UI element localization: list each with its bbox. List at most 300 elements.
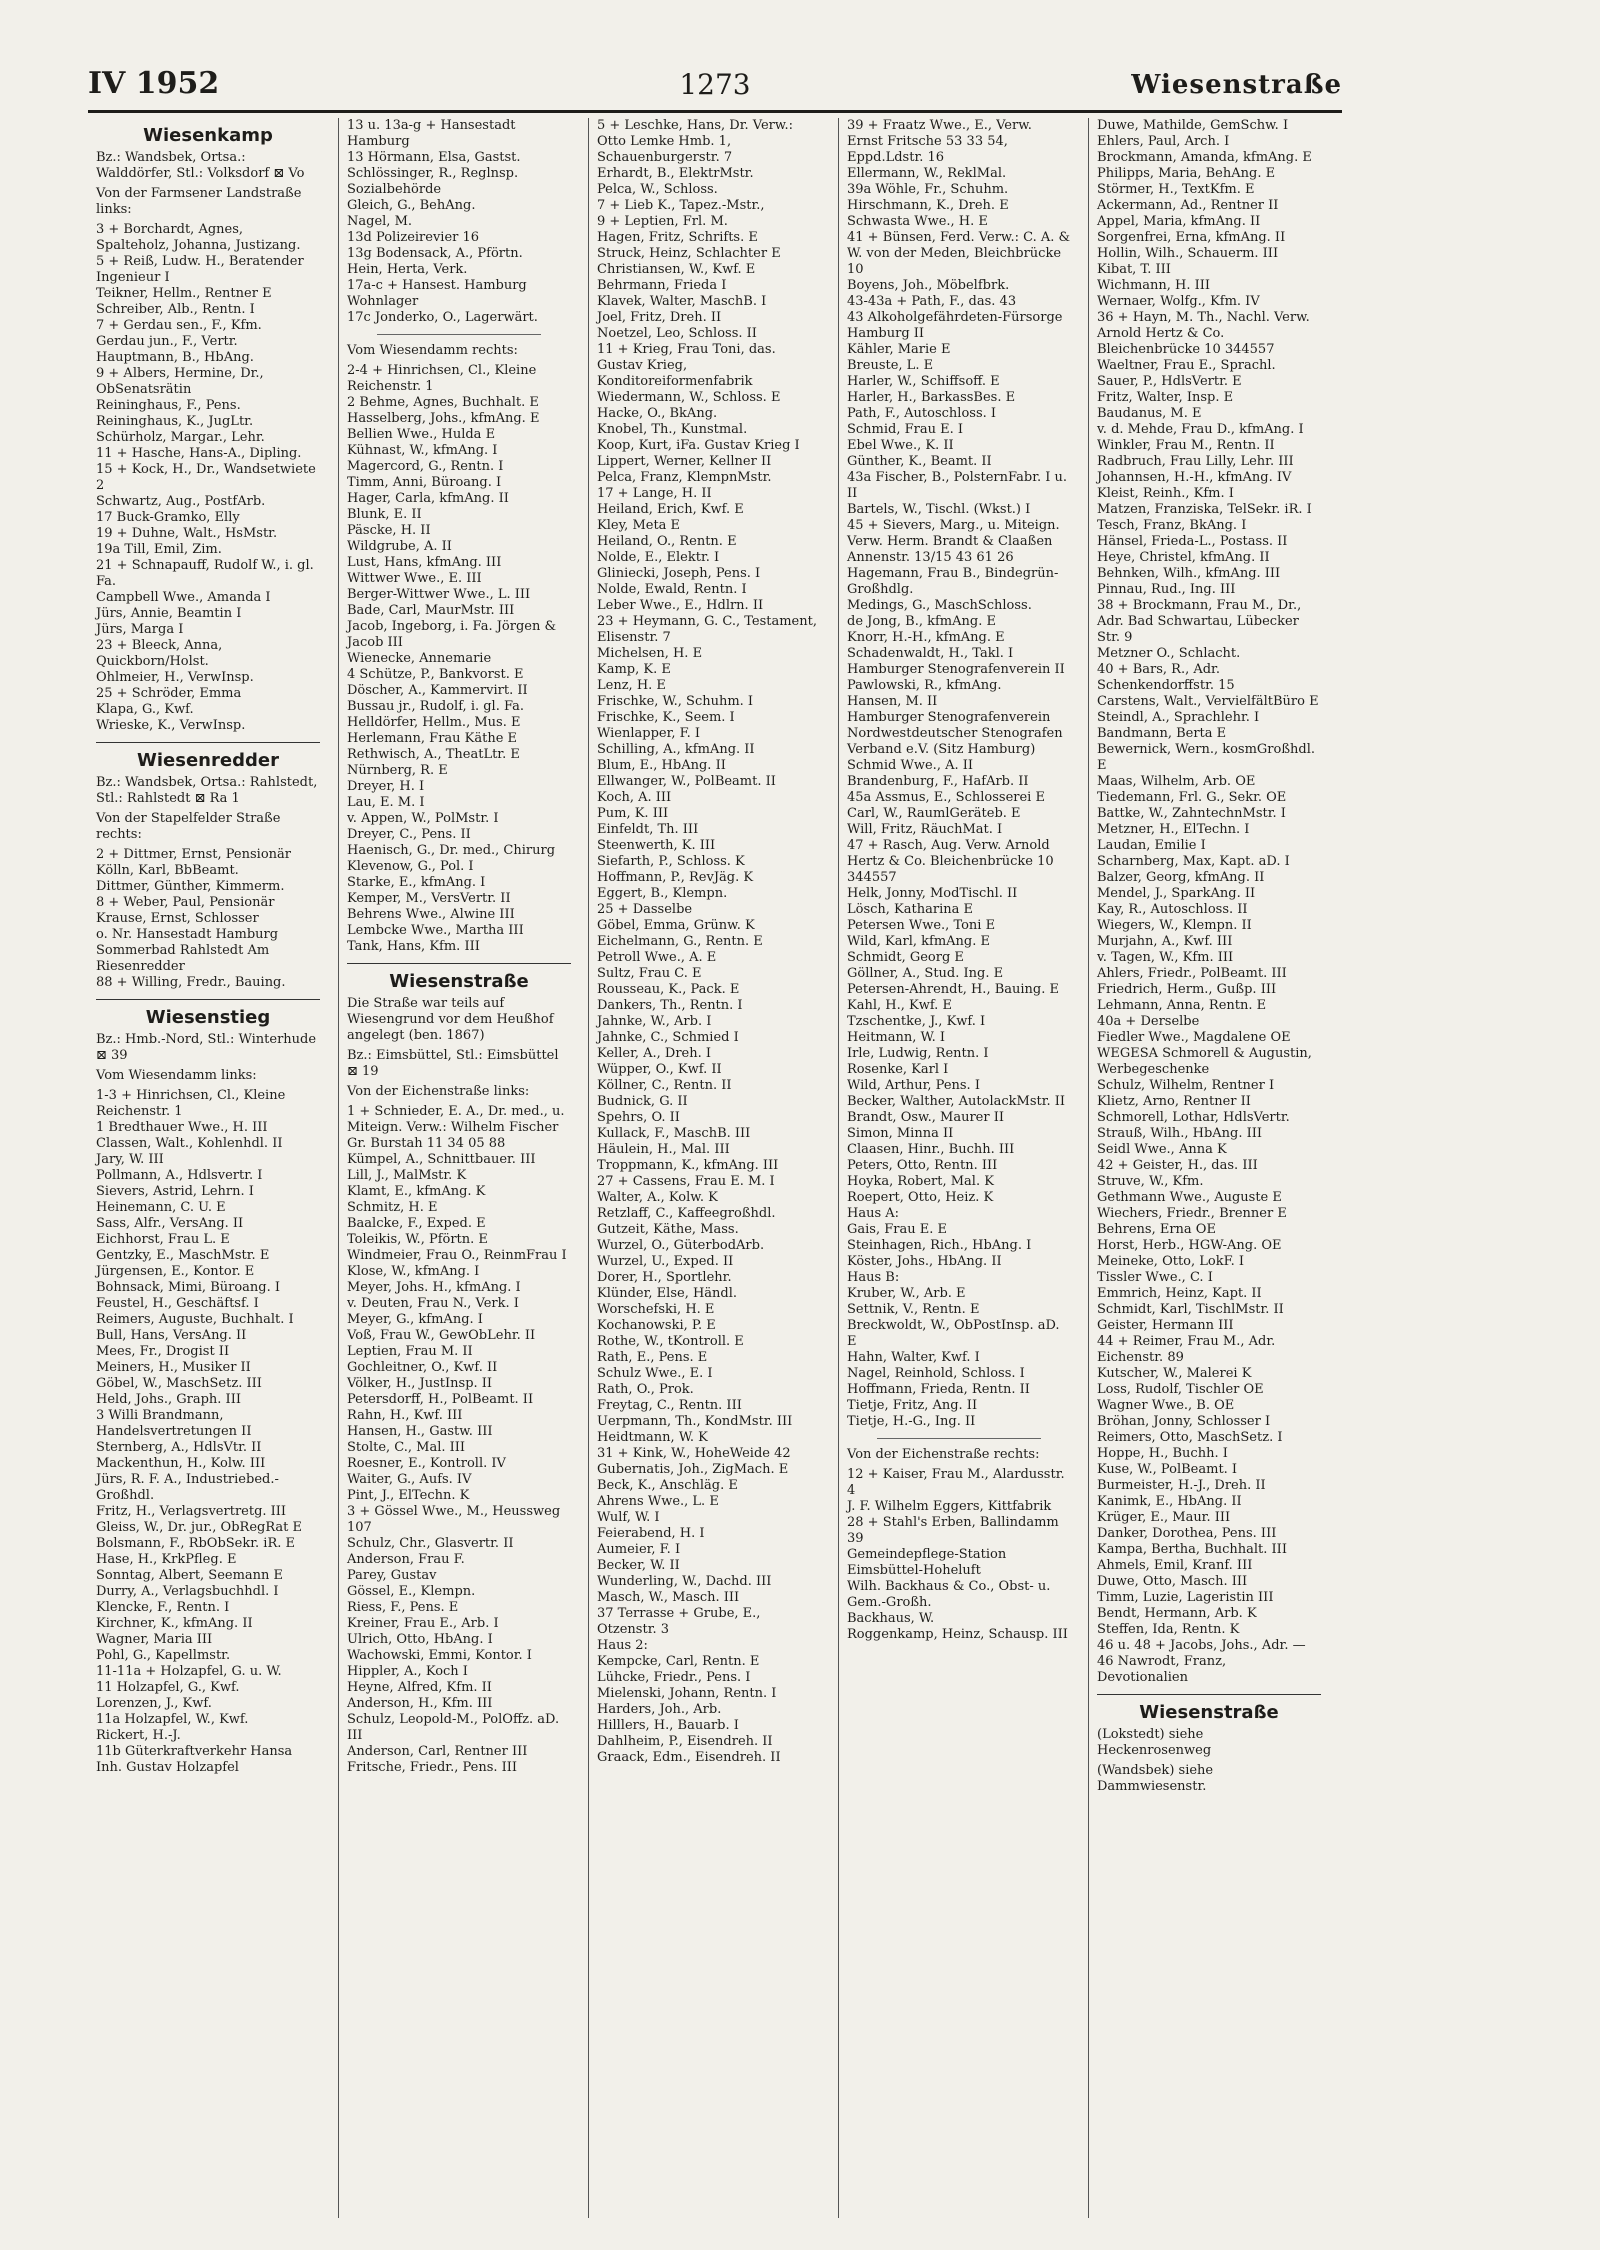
directory-entry: Murjahn, A., Kwf. III bbox=[1097, 934, 1233, 949]
directory-entry: Carl, W., RaumlGeräteb. E bbox=[847, 806, 1021, 821]
directory-entry: Breckwoldt, W., ObPostInsp. aD. E bbox=[847, 1318, 1060, 1349]
directory-entry: Mielenski, Johann, Rentn. I bbox=[597, 1686, 777, 1701]
directory-entry: Jacob, Ingeborg, i. Fa. Jörgen & Jacob III bbox=[347, 619, 557, 650]
directory-entry: Mackenthun, H., Kolw. III bbox=[96, 1456, 266, 1471]
directory-entry: Baudanus, M. E bbox=[1097, 406, 1202, 421]
directory-entry: Pohl, G., Kapellmstr. bbox=[96, 1648, 231, 1663]
directory-entry: Appel, Maria, kfmAng. II bbox=[1097, 214, 1261, 229]
directory-entry: Häulein, H., Mal. III bbox=[597, 1142, 730, 1157]
directory-entry: Bandmann, Berta E bbox=[1097, 726, 1227, 741]
directory-entry: Kley, Meta E bbox=[597, 518, 681, 533]
directory-entry: Wagner Wwe., B. OE bbox=[1097, 1398, 1235, 1413]
directory-entry: Tank, Hans, Kfm. III bbox=[347, 939, 480, 954]
directory-entry: Ellermann, W., ReklMal. bbox=[847, 166, 1007, 181]
directory-entry: Duwe, Otto, Masch. III bbox=[1097, 1574, 1248, 1589]
directory-entry: Worschefski, H. E bbox=[597, 1302, 715, 1317]
directory-entry: Kühnast, W., kfmAng. I bbox=[347, 443, 498, 458]
directory-entry: Päscke, H. II bbox=[347, 523, 431, 538]
directory-entry: Wild, Arthur, Pens. I bbox=[847, 1078, 980, 1093]
directory-entry: Schürholz, Margar., Lehr. bbox=[96, 430, 265, 445]
directory-entry: Path, F., Autoschloss. I bbox=[847, 406, 997, 421]
directory-entry: 7 + Gerdau sen., F., Kfm. bbox=[96, 318, 262, 333]
directory-entry: Philipps, Maria, BehAng. E bbox=[1097, 166, 1276, 181]
directory-entry: Loss, Rudolf, Tischler OE bbox=[1097, 1382, 1264, 1397]
directory-entry: Anderson, Carl, Rentner III bbox=[347, 1744, 528, 1759]
directory-entry: Kahl, H., Kwf. E bbox=[847, 998, 952, 1013]
directory-entry: Dankers, Th., Rentn. I bbox=[597, 998, 743, 1013]
directory-entry: Brandenburg, F., HafArb. II bbox=[847, 774, 1029, 789]
directory-entry: Pollmann, A., Hdlsvertr. I bbox=[96, 1168, 263, 1183]
directory-entry: v. Appen, W., PolMstr. I bbox=[347, 811, 499, 826]
directory-entry: Hagen, Fritz, Schrifts. E bbox=[597, 230, 758, 245]
directory-entry: Freytag, C., Rentn. III bbox=[597, 1398, 742, 1413]
directory-entry: Wurzel, O., GüterbodArb. bbox=[597, 1238, 765, 1253]
directory-entry: Troppmann, K., kfmAng. III bbox=[597, 1158, 779, 1173]
directory-entry: 3 + Borchardt, Agnes, Spalteholz, Johanna, Justizang. bbox=[96, 222, 301, 253]
directory-entry: Heiland, O., Rentn. E bbox=[597, 534, 737, 549]
directory-entry: 17a-c + Hansest. Hamburg Wohnlager bbox=[347, 278, 527, 309]
directory-entry: Fiedler Wwe., Magdalene OE bbox=[1097, 1030, 1291, 1045]
directory-entry: Steenwerth, K. III bbox=[597, 838, 716, 853]
directory-entry: 41 + Bünsen, Ferd. Verw.: C. A. & W. von der Meden, Bleichbrücke 10 bbox=[847, 230, 1071, 277]
directory-entry: Kirchner, K., kfmAng. II bbox=[96, 1616, 253, 1631]
directory-entry: Kutscher, W., Malerei K bbox=[1097, 1366, 1252, 1381]
directory-entry: Brockmann, Amanda, kfmAng. E bbox=[1097, 150, 1312, 165]
street-heading: Wiesenredder bbox=[137, 750, 279, 771]
directory-entry: Voß, Frau W., GewObLehr. II bbox=[347, 1328, 536, 1343]
directory-entry: 11 + Hasche, Hans-A., Dipling. bbox=[96, 446, 302, 461]
directory-entry: Breuste, L. E bbox=[847, 358, 934, 373]
directory-entry: Rickert, H.-J. bbox=[96, 1728, 181, 1743]
directory-entry: Leber Wwe., E., Hdlrn. II bbox=[597, 598, 764, 613]
directory-entry: Hase, H., KrkPfleg. E bbox=[96, 1552, 237, 1567]
directory-entry: Petroll Wwe., A. E bbox=[597, 950, 717, 965]
directory-entry: Kreiner, Frau E., Arb. I bbox=[347, 1616, 499, 1631]
directory-entry: Völker, H., JustInsp. II bbox=[347, 1376, 493, 1391]
directory-entry: 43a Fischer, B., PolsternFabr. I u. II bbox=[847, 470, 1068, 501]
directory-entry: Gössel, E., Klempn. bbox=[347, 1584, 476, 1599]
directory-entry: Jahnke, W., Arb. I bbox=[597, 1014, 712, 1029]
directory-entry: Fritz, Walter, Insp. E bbox=[1097, 390, 1234, 405]
directory-entry: Will, Fritz, RäuchMat. I bbox=[847, 822, 1003, 837]
directory-entry: Schwasta Wwe., H. E bbox=[847, 214, 988, 229]
directory-entry: 39a Wöhle, Fr., Schuhm. bbox=[847, 182, 1009, 197]
directory-entry: Verw. Herm. Brandt & Claaßen Annenstr. 13/15 43 61 26 bbox=[847, 534, 1053, 565]
directory-entry: Behrmann, Frieda I bbox=[597, 278, 727, 293]
directory-entry: Graack, Edm., Eisendreh. II bbox=[597, 1750, 781, 1765]
directory-entry: Wienecke, Annemarie bbox=[347, 651, 492, 666]
directory-entry: Petersdorff, H., PolBeamt. II bbox=[347, 1392, 534, 1407]
directory-entry: Ulrich, Otto, HbAng. I bbox=[347, 1632, 493, 1647]
directory-entry: Simon, Minna II bbox=[847, 1126, 954, 1141]
directory-entry: Schulz Wwe., E. I bbox=[597, 1366, 713, 1381]
directory-entry: Scharnberg, Max, Kapt. aD. I bbox=[1097, 854, 1290, 869]
directory-entry: Behrens Wwe., Alwine III bbox=[347, 907, 515, 922]
directory-entry: Hollin, Wilh., Schauerm. III bbox=[1097, 246, 1279, 261]
directory-entry: Reininghaus, K., JugLtr. bbox=[96, 414, 254, 429]
directory-entry: 13g Bodensack, A., Pförtn. bbox=[347, 246, 523, 261]
directory-entry: Köllner, C., Rentn. II bbox=[597, 1078, 732, 1093]
directory-entry: Jürs, Annie, Beamtin I bbox=[96, 606, 242, 621]
directory-entry: Jürgensen, E., Kontor. E bbox=[96, 1264, 255, 1279]
street-info: Von der Stapelfelder Straße rechts: bbox=[96, 811, 281, 842]
directory-entry: Steinhagen, Rich., HbAng. I bbox=[847, 1238, 1032, 1253]
columns-container bbox=[88, 118, 1342, 2228]
directory-entry: Anderson, H., Kfm. III bbox=[347, 1696, 493, 1711]
directory-entry: Meiners, H., Musiker II bbox=[96, 1360, 251, 1375]
street-info: Von der Eichenstraße links: bbox=[347, 1084, 530, 1099]
directory-entry: Bohnsack, Mimi, Büroang. I bbox=[96, 1280, 280, 1295]
directory-entry: 23 + Heymann, G. C., Testament, Elisenstr. 7 bbox=[597, 614, 817, 645]
directory-entry: Klavek, Walter, MaschB. I bbox=[597, 294, 767, 309]
directory-entry: Schwartz, Aug., PostfArb. bbox=[96, 494, 266, 509]
street-info: Bz.: Wandsbek, Ortsa.: Walddörfer, Stl.: Volksdorf ⊠ Vo bbox=[96, 150, 305, 181]
directory-entry: Lehmann, Anna, Rentn. E bbox=[1097, 998, 1267, 1013]
directory-entry: v. d. Mehde, Frau D., kfmAng. I bbox=[1097, 422, 1304, 437]
directory-entry: Seidl Wwe., Anna K bbox=[1097, 1142, 1227, 1157]
directory-entry: Heye, Christel, kfmAng. II bbox=[1097, 550, 1270, 565]
directory-entry: 23 + Bleeck, Anna, Quickborn/Holst. bbox=[96, 638, 223, 669]
directory-entry: Bewernick, Wern., kosmGroßhdl. E bbox=[1097, 742, 1316, 773]
directory-entry: Carstens, Walt., VervielfältBüro E bbox=[1097, 694, 1319, 709]
directory-entry: Medings, G., MaschSchloss. bbox=[847, 598, 1032, 613]
directory-entry: Harler, W., Schiffsoff. E bbox=[847, 374, 1000, 389]
directory-entry: Claasen, Hinr., Buchh. III bbox=[847, 1142, 1015, 1157]
directory-entry: 13d Polizeirevier 16 bbox=[347, 230, 480, 245]
directory-entry: Johannsen, H.-H., kfmAng. IV bbox=[1097, 470, 1292, 485]
directory-entry: Jahnke, C., Schmied I bbox=[597, 1030, 739, 1045]
directory-entry: 8 + Weber, Paul, Pensionär bbox=[96, 895, 275, 910]
directory-entry: Klevenow, G., Pol. I bbox=[347, 859, 474, 874]
directory-entry: 27 + Cassens, Frau E. M. I bbox=[597, 1174, 775, 1189]
directory-entry: Kampa, Bertha, Buchhalt. III bbox=[1097, 1542, 1287, 1557]
directory-entry: Radbruch, Frau Lilly, Lehr. III bbox=[1097, 454, 1294, 469]
directory-entry: Gentzky, E., MaschMstr. E bbox=[96, 1248, 270, 1263]
directory-entry: 44 + Reimer, Frau M., Adr. Eichenstr. 89 bbox=[1097, 1334, 1276, 1365]
directory-entry: Pelca, Franz, KlempnMstr. bbox=[597, 470, 772, 485]
directory-entry: Koop, Kurt, iFa. Gustav Krieg I bbox=[597, 438, 800, 453]
directory-entry: 13 u. 13a-g + Hansestadt Hamburg bbox=[347, 118, 516, 149]
directory-entry: Tiedemann, Frl. G., Sekr. OE bbox=[1097, 790, 1287, 805]
directory-entry: Waeltner, Frau E., Sprachl. bbox=[1097, 358, 1276, 373]
directory-entry: Nürnberg, R. E bbox=[347, 763, 448, 778]
directory-entry: Reimers, Otto, MaschSetz. I bbox=[1097, 1430, 1283, 1445]
street-heading: Wiesenstraße bbox=[389, 971, 529, 992]
directory-entry: Ehlers, Paul, Arch. I bbox=[1097, 134, 1230, 149]
directory-entry: Backhaus, W. bbox=[847, 1611, 935, 1626]
directory-entry: Heidtmann, W. K bbox=[597, 1430, 708, 1445]
directory-entry: 43-43a + Path, F., das. 43 bbox=[847, 294, 1017, 309]
directory-entry: Struck, Heinz, Schlachter E bbox=[597, 246, 781, 261]
directory-entry: Rethwisch, A., TheatLtr. E bbox=[347, 747, 520, 762]
directory-entry: Knorr, H.-H., kfmAng. E bbox=[847, 630, 1005, 645]
directory-entry: Schilling, A., kfmAng. II bbox=[597, 742, 755, 757]
directory-entry: Fritsche, Friedr., Pens. III bbox=[347, 1760, 518, 1775]
directory-entry: Duwe, Mathilde, GemSchw. I bbox=[1097, 118, 1289, 133]
directory-entry: Gubernatis, Joh., ZigMach. E bbox=[597, 1462, 789, 1477]
directory-entry: Aumeier, F. I bbox=[597, 1542, 681, 1557]
directory-entry: 21 + Schnapauff, Rudolf W., i. gl. Fa. bbox=[96, 558, 314, 589]
directory-entry: Feierabend, H. I bbox=[597, 1526, 705, 1541]
directory-entry: Laudan, Emilie I bbox=[1097, 838, 1206, 853]
directory-entry: Heyne, Alfred, Kfm. II bbox=[347, 1680, 492, 1695]
directory-entry: 3 Willi Brandmann, Handelsvertretungen II bbox=[96, 1408, 252, 1439]
directory-entry: Harders, Joh., Arb. bbox=[597, 1702, 722, 1717]
directory-entry: Budnick, G. II bbox=[597, 1094, 688, 1109]
directory-entry: Mees, Fr., Drogist II bbox=[96, 1344, 230, 1359]
directory-entry: Nagel, M. bbox=[347, 214, 413, 229]
directory-entry: o. Nr. Hansestadt Hamburg Sommerbad Rahlstedt Am Riesenredder bbox=[96, 927, 279, 974]
directory-entry: Haus B: bbox=[847, 1270, 900, 1285]
directory-entry: Dreyer, H. I bbox=[347, 779, 425, 794]
directory-entry: Helldörfer, Hellm., Mus. E bbox=[347, 715, 521, 730]
directory-entry: Nolde, E., Elektr. I bbox=[597, 550, 720, 565]
directory-entry: J. F. Wilhelm Eggers, Kittfabrik bbox=[847, 1499, 1052, 1514]
directory-entry: de Jong, B., kfmAng. E bbox=[847, 614, 996, 629]
directory-entry: Knobel, Th., Kunstmal. bbox=[597, 422, 748, 437]
directory-entry: Rahn, H., Kwf. III bbox=[347, 1408, 463, 1423]
section-divider bbox=[1097, 1694, 1321, 1695]
directory-entry: Sievers, Astrid, Lehrn. I bbox=[96, 1184, 254, 1199]
directory-entry: 9 + Leptien, Frl. M. bbox=[597, 214, 728, 229]
street-info: Die Straße war teils auf Wiesengrund vor dem Heußhof angelegt (ben. 1867) bbox=[347, 996, 554, 1043]
directory-entry: Schmitz, H. E bbox=[347, 1200, 438, 1215]
directory-entry: Pelca, W., Schloss. bbox=[597, 182, 718, 197]
directory-entry: Parey, Gustav bbox=[347, 1568, 437, 1583]
directory-entry: 46 Nawrodt, Franz, Devotionalien bbox=[1097, 1654, 1227, 1685]
directory-entry: Tzschentke, J., Kwf. I bbox=[847, 1014, 986, 1029]
directory-entry: Petersen Wwe., Toni E bbox=[847, 918, 996, 933]
directory-entry: Boyens, Joh., Möbelfbrk. bbox=[847, 278, 1010, 293]
directory-entry: Hilllers, H., Bauarb. I bbox=[597, 1718, 739, 1733]
street-heading: Wiesenkamp bbox=[143, 125, 273, 146]
directory-entry: Lau, E. M. I bbox=[347, 795, 425, 810]
directory-entry: 3 + Gössel Wwe., M., Heussweg 107 bbox=[347, 1504, 561, 1535]
directory-entry: Kochanowski, P. E bbox=[597, 1318, 716, 1333]
street-info: (Lokstedt) siehe Heckenrosenweg bbox=[1097, 1727, 1212, 1758]
directory-entry: Wild, Karl, kfmAng. E bbox=[847, 934, 990, 949]
directory-entry: Leptien, Frau M. II bbox=[347, 1344, 473, 1359]
directory-entry: 1 Bredthauer Wwe., H. III bbox=[96, 1120, 268, 1135]
directory-entry: Beck, K., Anschläg. E bbox=[597, 1478, 738, 1493]
directory-entry: Walter, A., Kolw. K bbox=[597, 1190, 718, 1205]
column-2 bbox=[338, 118, 575, 2218]
directory-entry: Dreyer, C., Pens. II bbox=[347, 827, 471, 842]
directory-entry: 15 + Kock, H., Dr., Wandsetwiete 2 bbox=[96, 462, 316, 493]
page-number: 1273 bbox=[679, 68, 751, 101]
directory-entry: 1 + Schnieder, E. A., Dr. med., u. Miteign. Verw.: Wilhelm Fischer Gr. Burstah 11 34 05 88 bbox=[347, 1104, 565, 1151]
directory-entry: Roesner, E., Kontroll. IV bbox=[347, 1456, 506, 1471]
directory-entry: Baalcke, F., Exped. E bbox=[347, 1216, 486, 1231]
directory-entry: Eichhorst, Frau L. E bbox=[96, 1232, 230, 1247]
directory-entry: Blum, E., HbAng. II bbox=[597, 758, 726, 773]
directory-entry: Sonntag, Albert, Seemann E bbox=[96, 1568, 284, 1583]
directory-entry: Horst, Herb., HGW-Ang. OE bbox=[1097, 1238, 1282, 1253]
directory-entry: 37 Terrasse + Grube, E., Otzenstr. 3 bbox=[597, 1606, 761, 1637]
section-divider bbox=[96, 999, 320, 1000]
directory-entry: Klapa, G., Kwf. bbox=[96, 702, 194, 717]
directory-entry: 2 + Dittmer, Ernst, Pensionär bbox=[96, 847, 291, 862]
directory-entry: 17c Jonderko, O., Lagerwärt. bbox=[347, 310, 538, 325]
directory-entry: Schmidt, Georg E bbox=[847, 950, 964, 965]
directory-entry: Roggenkamp, Heinz, Schausp. III bbox=[847, 1627, 1068, 1642]
directory-entry: Maas, Wilhelm, Arb. OE bbox=[1097, 774, 1256, 789]
directory-entry: 40 + Bars, R., Adr. Schenkendorffstr. 15 bbox=[1097, 662, 1235, 693]
directory-entry: Irle, Ludwig, Rentn. I bbox=[847, 1046, 989, 1061]
directory-entry: Gochleitner, O., Kwf. II bbox=[347, 1360, 498, 1375]
directory-entry: Hoppe, H., Buchh. I bbox=[1097, 1446, 1228, 1461]
directory-entry: Schmorell, Lothar, HdlsVertr. bbox=[1097, 1110, 1290, 1125]
directory-entry: 47 + Rasch, Aug. Verw. Arnold Hertz & Co. Bleichenbrücke 10 344557 bbox=[847, 838, 1054, 885]
directory-entry: Behrens, Erna OE bbox=[1097, 1222, 1216, 1237]
directory-entry: Steindl, A., Sprachlehr. I bbox=[1097, 710, 1260, 725]
directory-entry: Gleiss, W., Dr. jur., ObRegRat E bbox=[96, 1520, 303, 1535]
directory-entry: Noetzel, Leo, Schloss. II bbox=[597, 326, 757, 341]
directory-entry: Hirschmann, K., Dreh. E bbox=[847, 198, 1009, 213]
directory-entry: Steffen, Ida, Rentn. K bbox=[1097, 1622, 1240, 1637]
directory-entry: Lill, J., MalMstr. K bbox=[347, 1168, 467, 1183]
directory-entry: Jürs, Marga I bbox=[96, 622, 184, 637]
directory-entry: Wiedermann, W., Schloss. E bbox=[597, 390, 781, 405]
street-info: Vom Wiesendamm links: bbox=[96, 1068, 257, 1083]
directory-entry: Keller, A., Dreh. I bbox=[597, 1046, 712, 1061]
directory-entry: Wiechers, Friedr., Brenner E bbox=[1097, 1206, 1287, 1221]
directory-entry: Haus A: bbox=[847, 1206, 900, 1221]
street-info: (Wandsbek) siehe Dammwiesenstr. bbox=[1097, 1763, 1214, 1794]
street-heading: Wiesenstieg bbox=[145, 1007, 271, 1028]
directory-entry: Gliniecki, Joseph, Pens. I bbox=[597, 566, 761, 581]
directory-entry: 38 + Brockmann, Frau M., Dr., Adr. Bad Schwartau, Lübecker Str. 9 bbox=[1097, 598, 1302, 645]
directory-entry: Kleist, Reinh., Kfm. I bbox=[1097, 486, 1234, 501]
directory-entry: Winkler, Frau M., Rentn. II bbox=[1097, 438, 1275, 453]
directory-entry: Emmrich, Heinz, Kapt. II bbox=[1097, 1286, 1262, 1301]
directory-entry: Behnken, Wilh., kfmAng. III bbox=[1097, 566, 1281, 581]
directory-entry: Kuse, W., PolBeamt. I bbox=[1097, 1462, 1238, 1477]
directory-entry: 45a Assmus, E., Schlosserei E bbox=[847, 790, 1045, 805]
directory-entry: Heitmann, W. I bbox=[847, 1030, 945, 1045]
directory-entry: Bröhan, Jonny, Schlosser I bbox=[1097, 1414, 1271, 1429]
directory-entry: Geister, Hermann III bbox=[1097, 1318, 1234, 1333]
directory-entry: Hauptmann, B., HbAng. bbox=[96, 350, 254, 365]
directory-entry: Sozialbehörde bbox=[347, 182, 442, 197]
directory-entry: 2 Behme, Agnes, Buchhalt. E bbox=[347, 395, 539, 410]
directory-entry: Frischke, W., Schuhm. I bbox=[597, 694, 754, 709]
directory-entry: Kibat, T. III bbox=[1097, 262, 1171, 277]
directory-entry: Masch, W., Masch. III bbox=[597, 1590, 740, 1605]
directory-entry: Hoffmann, Frieda, Rentn. II bbox=[847, 1382, 1030, 1397]
directory-entry: Herlemann, Frau Käthe E bbox=[347, 731, 518, 746]
directory-entry: Ahrens Wwe., L. E bbox=[597, 1494, 719, 1509]
directory-entry: Günther, K., Beamt. II bbox=[847, 454, 992, 469]
directory-entry: 4 Schütze, P., Bankvorst. E bbox=[347, 667, 524, 682]
directory-entry: Schmid, Frau E. I bbox=[847, 422, 964, 437]
street-info: Bz.: Wandsbek, Ortsa.: Rahlstedt, Stl.: Rahlstedt ⊠ Ra 1 bbox=[96, 775, 318, 806]
directory-entry: Sass, Alfr., VersAng. II bbox=[96, 1216, 244, 1231]
directory-entry: Bellien Wwe., Hulda E bbox=[347, 427, 496, 442]
directory-entry: Joel, Fritz, Dreh. II bbox=[597, 310, 722, 325]
directory-entry: Kullack, F., MaschB. III bbox=[597, 1126, 751, 1141]
section-divider bbox=[347, 963, 571, 964]
directory-entry: Bade, Carl, MaurMstr. III bbox=[347, 603, 515, 618]
directory-entry: Klünder, Else, Händl. bbox=[597, 1286, 738, 1301]
directory-entry: Meineke, Otto, LokF. I bbox=[1097, 1254, 1244, 1269]
directory-entry: Hacke, O., BkAng. bbox=[597, 406, 718, 421]
directory-entry: Meyer, G., kfmAng. I bbox=[347, 1312, 483, 1327]
directory-entry: 13 Hörmann, Elsa, Gastst. bbox=[347, 150, 521, 165]
directory-entry: Göbel, Emma, Grünw. K bbox=[597, 918, 755, 933]
directory-entry: Erhardt, B., ElektrMstr. bbox=[597, 166, 754, 181]
directory-entry: Schulz, Leopold-M., PolOffz. aD. III bbox=[347, 1712, 560, 1743]
directory-entry: Hänsel, Frieda-L., Postass. II bbox=[1097, 534, 1288, 549]
directory-entry: Held, Johs., Graph. III bbox=[96, 1392, 241, 1407]
directory-entry: Toleikis, W., Pförtn. E bbox=[347, 1232, 488, 1247]
directory-entry: Mendel, J., SparkAng. II bbox=[1097, 886, 1256, 901]
directory-entry: Reimers, Auguste, Buchhalt. I bbox=[96, 1312, 294, 1327]
directory-entry: Klietz, Arno, Rentner II bbox=[1097, 1094, 1251, 1109]
directory-entry: Kanimk, E., HbAng. II bbox=[1097, 1494, 1242, 1509]
directory-entry: Timm, Luzie, Lageristin III bbox=[1097, 1590, 1274, 1605]
directory-entry: Kruber, W., Arb. E bbox=[847, 1286, 966, 1301]
directory-entry: Schulz, Chr., Glasvertr. II bbox=[347, 1536, 514, 1551]
directory-entry: Roepert, Otto, Heiz. K bbox=[847, 1190, 994, 1205]
directory-entry: Battke, W., ZahntechnMstr. I bbox=[1097, 806, 1286, 821]
directory-entry: Rothe, W., tKontroll. E bbox=[597, 1334, 744, 1349]
directory-entry: Schulz, Wilhelm, Rentner I bbox=[1097, 1078, 1275, 1093]
directory-entry: Ebel Wwe., K. II bbox=[847, 438, 954, 453]
directory-entry: 46 u. 48 + Jacobs, Johs., Adr. — bbox=[1097, 1638, 1306, 1653]
directory-entry: Gethmann Wwe., Auguste E bbox=[1097, 1190, 1282, 1205]
directory-entry: Gerdau jun., F., Vertr. bbox=[96, 334, 238, 349]
directory-entry: Helk, Jonny, ModTischl. II bbox=[847, 886, 1018, 901]
directory-entry: Magercord, G., Rentn. I bbox=[347, 459, 504, 474]
directory-entry: 11a Holzapfel, W., Kwf. bbox=[96, 1712, 249, 1727]
directory-entry: 25 + Dasselbe bbox=[597, 902, 693, 917]
directory-entry: 11 Holzapfel, G., Kwf. bbox=[96, 1680, 240, 1695]
directory-entry: Wiegers, W., Klempn. II bbox=[1097, 918, 1252, 933]
directory-entry: Fritz, H., Verlagsvertretg. III bbox=[96, 1504, 287, 1519]
directory-entry: Koch, A. III bbox=[597, 790, 672, 805]
directory-entry: Brandt, Osw., Maurer II bbox=[847, 1110, 1004, 1125]
directory-entry: 36 + Hayn, M. Th., Nachl. Verw. Arnold Hertz & Co. Bleichenbrücke 10 344557 bbox=[1097, 310, 1310, 357]
directory-entry: 40a + Derselbe bbox=[1097, 1014, 1200, 1029]
directory-entry: 11b Güterkraftverkehr Hansa Inh. Gustav Holzapfel bbox=[96, 1744, 293, 1775]
directory-entry: Lorenzen, J., Kwf. bbox=[96, 1696, 212, 1711]
directory-entry: Köster, Johs., HbAng. II bbox=[847, 1254, 1002, 1269]
directory-entry: Nagel, Reinhold, Schloss. I bbox=[847, 1366, 1025, 1381]
directory-entry: Klose, W., kfmAng. I bbox=[347, 1264, 480, 1279]
directory-entry: Pint, J., ElTechn. K bbox=[347, 1488, 470, 1503]
directory-entry: Reininghaus, F., Pens. bbox=[96, 398, 241, 413]
directory-entry: Wittwer Wwe., E. III bbox=[347, 571, 482, 586]
directory-entry: Gutzeit, Käthe, Mass. bbox=[597, 1222, 739, 1237]
directory-entry: 11-11a + Holzapfel, G. u. W. bbox=[96, 1664, 282, 1679]
directory-entry: 43 Alkoholgefährdeten-Fürsorge Hamburg II bbox=[847, 310, 1063, 341]
column-3 bbox=[588, 118, 825, 2218]
directory-entry: Harler, H., BarkassBes. E bbox=[847, 390, 1016, 405]
directory-entry: 2-4 + Hinrichsen, Cl., Kleine Reichenstr. 1 bbox=[347, 363, 537, 394]
directory-entry: Bendt, Hermann, Arb. K bbox=[1097, 1606, 1257, 1621]
directory-entry: Nolde, Ewald, Rentn. I bbox=[597, 582, 747, 597]
running-street-title: Wiesenstraße bbox=[1131, 70, 1342, 100]
directory-entry: Wichmann, H. III bbox=[1097, 278, 1211, 293]
directory-entry: Wilh. Backhaus & Co., Obst- u. Gem.-Großh. bbox=[847, 1579, 1051, 1610]
directory-entry: Heiland, Erich, Kwf. E bbox=[597, 502, 744, 517]
short-divider bbox=[877, 1438, 1041, 1439]
directory-entry: Balzer, Georg, kfmAng. II bbox=[1097, 870, 1265, 885]
directory-entry: Eichelmann, G., Rentn. E bbox=[597, 934, 763, 949]
directory-entry: Peters, Otto, Rentn. III bbox=[847, 1158, 998, 1173]
directory-entry: Wrieske, K., VerwInsp. bbox=[96, 718, 246, 733]
